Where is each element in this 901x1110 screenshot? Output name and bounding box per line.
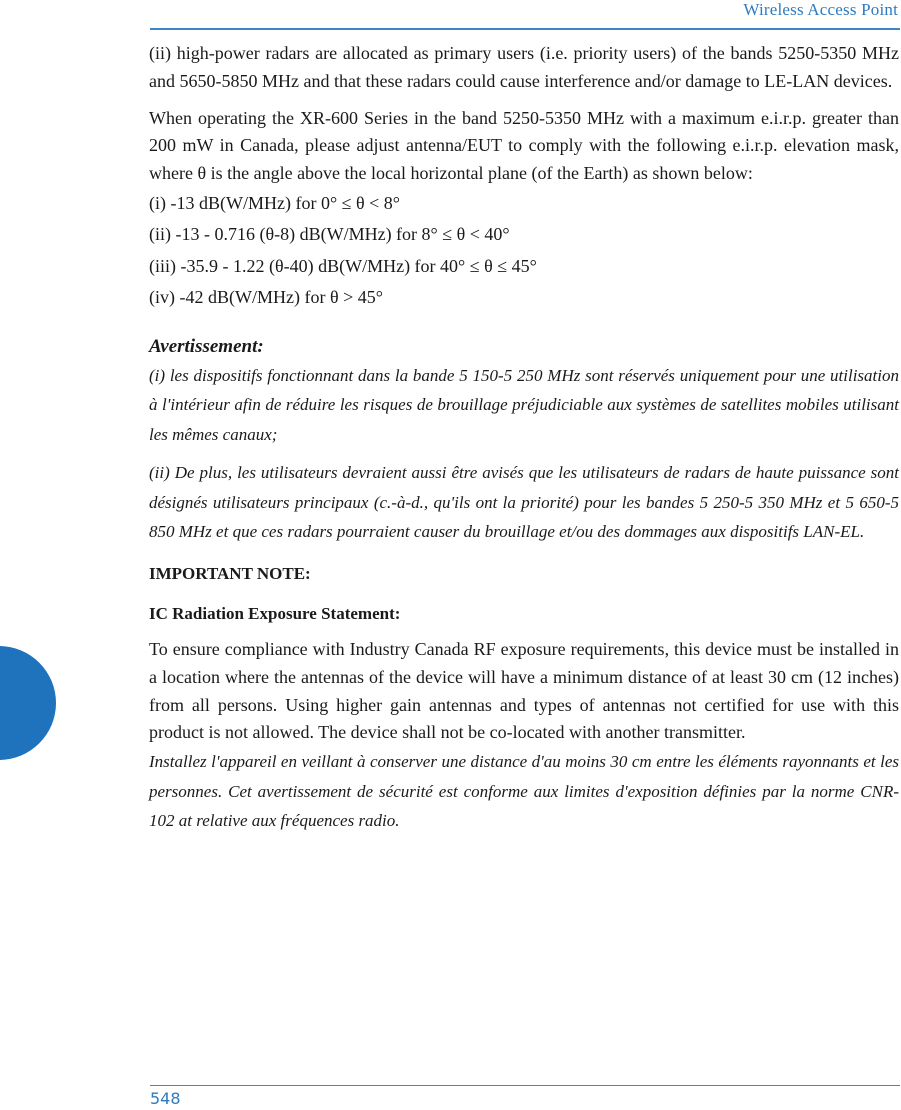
header-title: Wireless Access Point [743,0,898,19]
mask-item: (ii) -13 - 0.716 (θ-8) dB(W/MHz) for 8° ≤ θ < 40° [149,224,510,245]
avertissement-paragraph-2: (ii) De plus, les utilisateurs devraient aussi être avisés que les utilisateurs de radars de haute puissance sont désignés utilisateurs principaux (c.-à-d., qu'ils ont la priorité) pour les bandes 5 250-5 350 MHz et 5 650-5 850 MHz et que ces radars pourraient causer du brouillage et/ou des dommages aux dispositifs LAN-EL. [149,463,899,542]
eirp-intro-paragraph: When operating the XR-600 Series in the band 5250-5350 MHz with a maximum e.i.r.p. greater than 200 mW in Canada, please adjust antenna/EUT to comply with the following e.i.r.p. elevation mask, where θ is the angle above the local horizontal plane (of the Earth) as shown below: [149,107,899,184]
page-number: 548 [150,1089,181,1108]
ic-statement-english: To ensure compliance with Industry Canada RF exposure requirements, this device must be installed in a location where the antennas of the device will have a minimum distance of at least 30 cm (12 inches) from all persons. Using higher gain antennas and types of antennas not certified for use with this product is not allowed. The device shall not be co-located with another transmitter. [149,638,899,743]
chapter-side-tab [0,646,56,760]
radar-note-paragraph: (ii) high-power radars are allocated as primary users (i.e. priority users) of the bands 5250-5350 MHz and 5650-5850 MHz and that these radars could cause interference and/or damage to LE-LAN devices. [149,43,899,91]
page-footer [150,1085,900,1108]
avertissement-paragraph-1: (i) les dispositifs fonctionnant dans la bande 5 150-5 250 MHz sont réservés uniquement pour une utilisation à l'intérieur afin de réduire les risques de brouillage préjudiciable aux systèmes de satellites mobiles utilisant les mêmes canaux; [149,365,899,444]
page-header [150,0,900,30]
mask-item: (iii) -35.9 - 1.22 (θ-40) dB(W/MHz) for 40° ≤ θ ≤ 45° [149,255,537,276]
document-body [149,40,899,836]
avertissement-heading: Avertissement: [149,335,264,357]
important-note-heading: IMPORTANT NOTE: [149,563,311,583]
ic-exposure-heading: IC Radiation Exposure Statement: [149,603,401,623]
mask-item: (iv) -42 dB(W/MHz) for θ > 45° [149,287,383,308]
mask-item: (i) -13 dB(W/MHz) for 0° ≤ θ < 8° [149,192,400,213]
ic-statement-french: Installez l'appareil en veillant à conserver une distance d'au moins 30 cm entre les éléments rayonnants et les personnes. Cet avertissement de sécurité est conforme aux limites d'exposition définies par la norme CNR-102 at relative aux fréquences radio. [149,752,899,831]
